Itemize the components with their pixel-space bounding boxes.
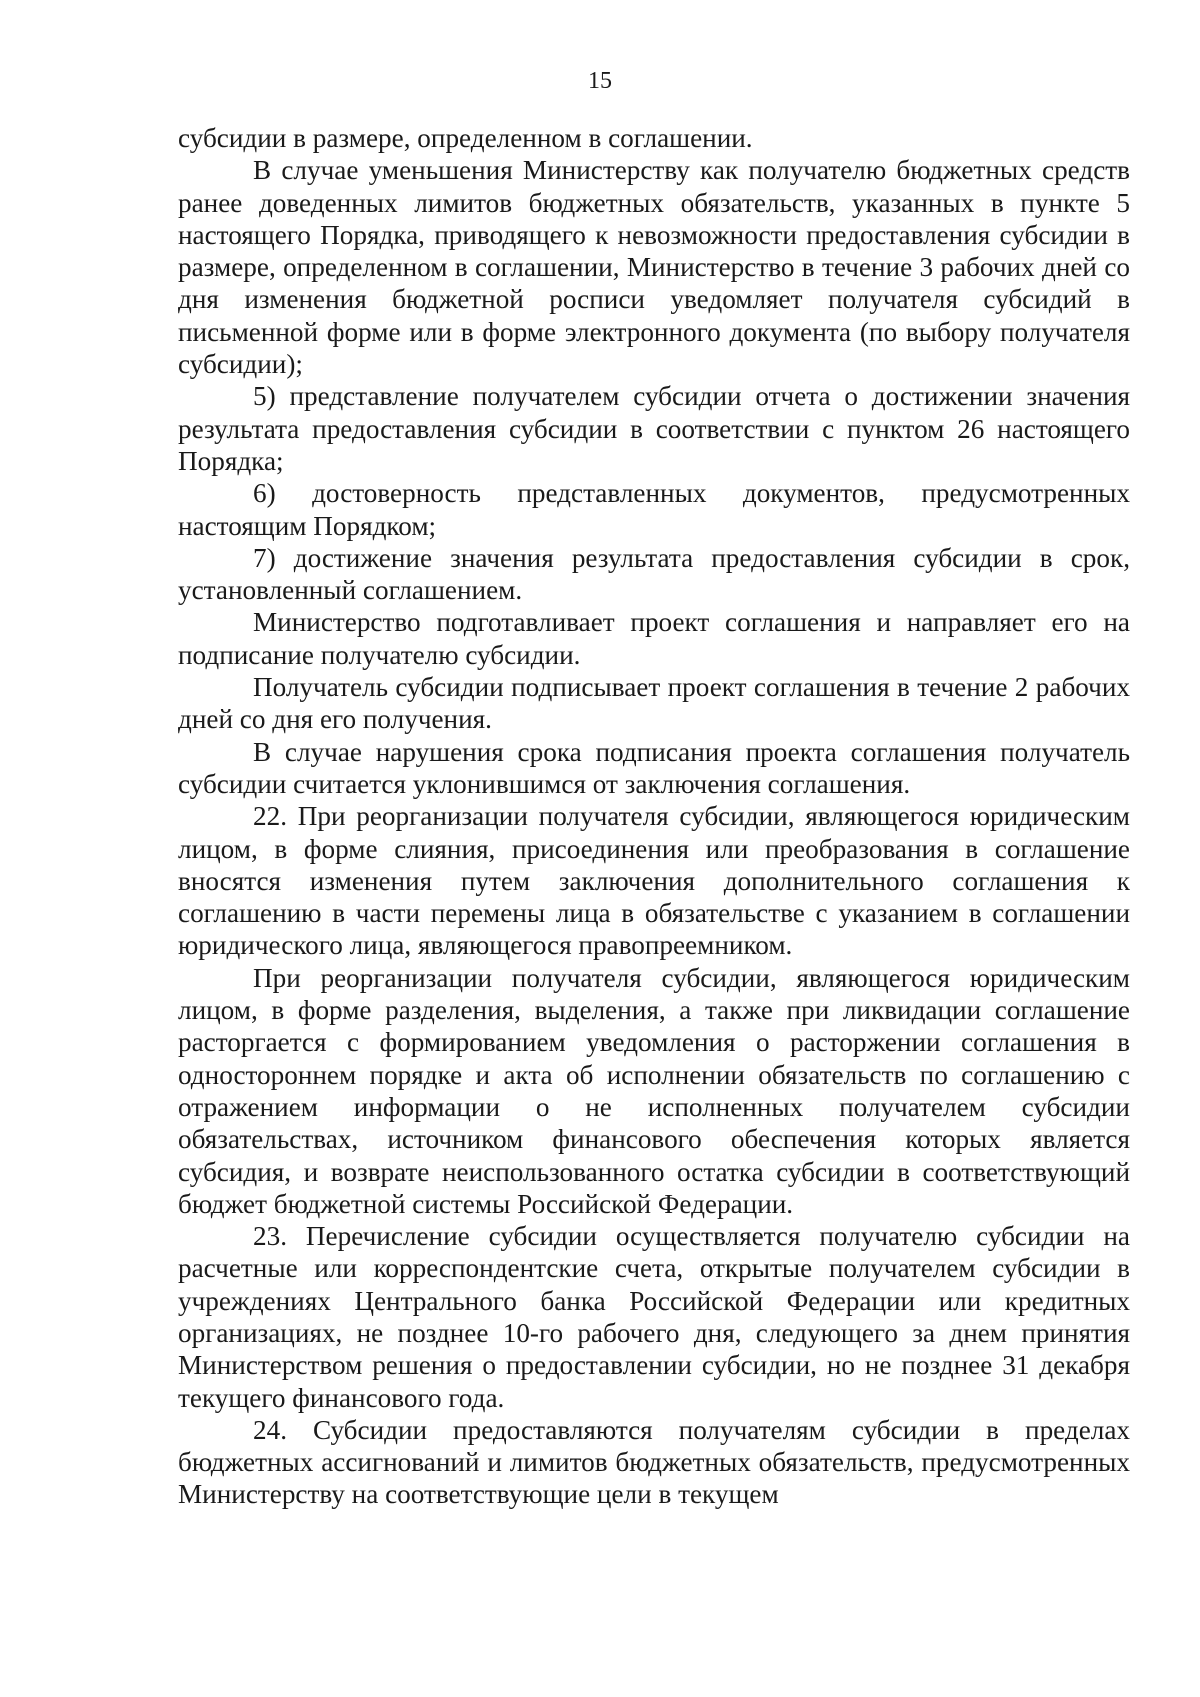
paragraph: субсидии в размере, определенном в соглашении. — [178, 123, 753, 153]
paragraph: 6) достоверность представленных документов, предусмотренных настоящим Порядком; — [178, 478, 1130, 541]
paragraph: Министерство подготавливает проект соглашения и направляет его на подписание получателю субсидии. — [178, 607, 1130, 670]
page-number: 15 — [588, 68, 612, 94]
paragraph: 7) достижение значения результата предоставления субсидии в срок, установленный соглашением. — [178, 542, 1130, 606]
paragraph: При реорганизации получателя субсидии, являющегося юридическим лицом, в форме разделения, выделения, а также при ликвидации соглашение расторгается с формированием уведомления о расторжении соглашения в одностороннем порядке и акта об исполнении обязательств по соглашению с отражением информации о не исполненных получателем субсидии обязательствах, источником финансового обеспечения которых является субсидия, и возврате неиспользованного остатка субсидии в соответствующий бюджет бюджетной системы Российской Федерации. — [178, 962, 1130, 1219]
paragraph: 5) представление получателем субсидии отчета о достижении значения результата предоставления субсидии в соответствии с пунктом 26 настоящего Порядка; — [178, 381, 1130, 476]
paragraph: Получатель субсидии подписывает проект соглашения в течение 2 рабочих дней со дня его получения. — [178, 672, 1130, 735]
paragraph: 23. Перечисление субсидии осуществляется получателю субсидии на расчетные или корреспондентские счета, открытые получателем субсидии в учреждениях Центрального банка Российской Федерации или кредитных организациях, не позднее 10-го рабочего дня, следующего за днем принятия Министерством решения о предоставлении субсидии, но не позднее 31 декабря текущего финансового года. — [178, 1221, 1130, 1413]
paragraph: 22. При реорганизации получателя субсидии, являющегося юридическим лицом, в форме слияния, присоединения или преобразования в соглашение вносятся изменения путем заключения дополнительного соглашения к соглашению в части перемены лица в обязательстве с указанием в соглашении юридического лица, являющегося правопреемником. — [178, 801, 1130, 961]
paragraph: В случае нарушения срока подписания проекта соглашения получатель субсидии считается уклонившимся от заключения соглашения. — [178, 736, 1130, 799]
paragraph: В случае уменьшения Министерству как получателю бюджетных средств ранее доведенных лимитов бюджетных обязательств, указанных в пункте 5 настоящего Порядка, приводящего к невозможности предоставления субсидии в размере, определенном в соглашении, Министерство в течение 3 рабочих дней со дня изменения бюджетной росписи уведомляет получателя субсидий в письменной форме или в форме электронного документа (по выбору получателя субсидии); — [178, 155, 1130, 380]
document-body — [178, 122, 1130, 1511]
paragraph: 24. Субсидии предоставляются получателям субсидии в пределах бюджетных ассигнований и лимитов бюджетных обязательств, предусмотренных Министерству на соответствующие цели в текущем — [178, 1414, 1130, 1510]
